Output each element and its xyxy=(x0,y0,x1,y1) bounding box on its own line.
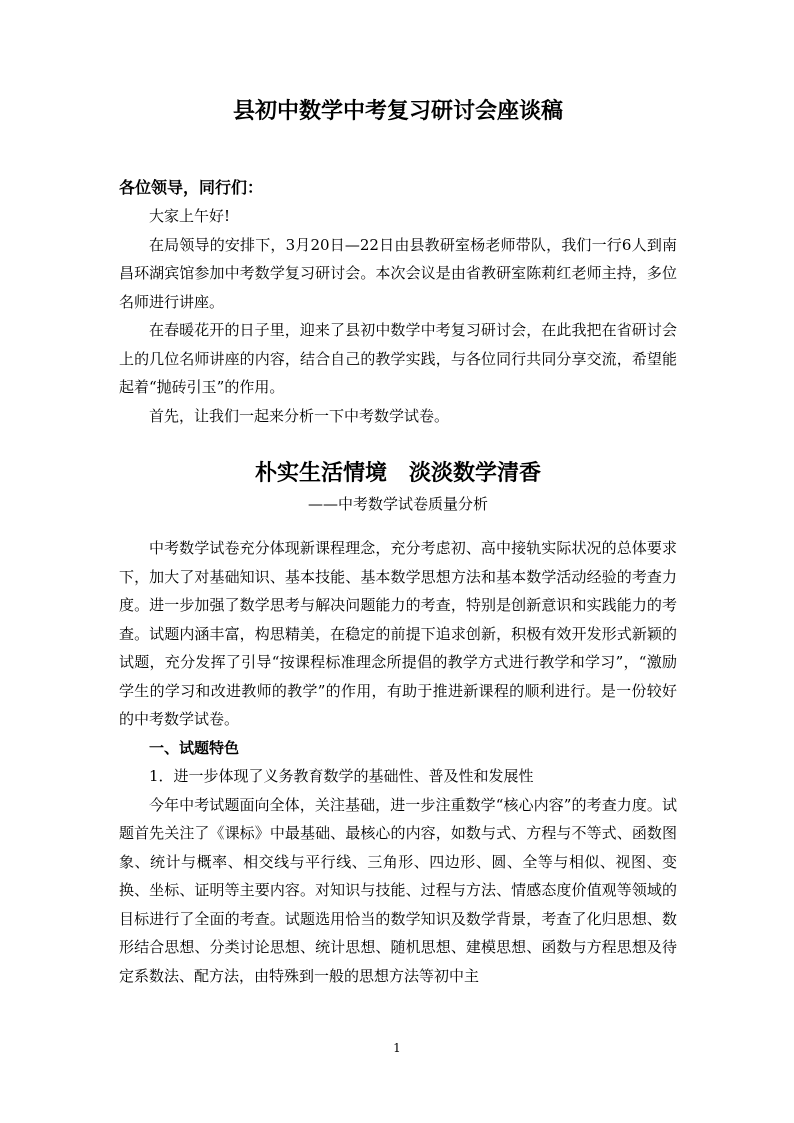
intro-paragraph-purpose: 在春暖花开的日子里，迎来了县初中数学中考复习研讨会，在此我把在省研讨会上的几位名师讲座的内容，结合自己的教学实践，与各位同行共同分享交流，希望能起着“抛砖引玉”的作用。 xyxy=(119,321,677,396)
intro-paragraph-arrangement: 在局领导的安排下，3月20日—22日由县教研室杨老师带队，我们一行6人到南昌环湖宾馆参加中考数学复习研讨会。本次会议是由省教研室陈莉红老师主持，多位名师进行讲座。 xyxy=(119,235,677,311)
intro-paragraph-greeting: 大家上午好! xyxy=(149,207,231,225)
body-paragraph-core-content: 今年中考试题面向全体，关注基础，进一步注重数学“核心内容”的考查力度。试题首先关注了《课标》中最基础、最核心的内容，如数与式、方程与不等式、函数图象、统计与概率、相交线与平行线、三角形、四边形、圆、全等与相似、视图、变换、坐标、证明等主要内容。对知识与技能、过程与方法、情感态度价值观等领域的目标进行了全面的考查。试题选用恰当的数学知识及数学背景，考查了化归思想、数形结合思想、分类讨论思想、统计思想、随机思想、建模思想、函数与方程思想及待定系数法、配方法，由特殊到一般的思想方法等初中主 xyxy=(119,795,677,985)
body-paragraph-overview: 中考数学试卷充分体现新课程理念，充分考虑初、高中接轨实际状况的总体要求下，加大了对基础知识、基本技能、基本数学思想方法和基本数学活动经验的考查力度。进一步加强了数学思考与解决问题能力的考查，特别是创新意识和实践能力的考查。试题内涵丰富，构思精美，在稳定的前提下追求创新，积极有效开发形式新颖的试题，充分发挥了引导“按课程标准理念所提倡的教学方式进行教学和学习”，“激励学生的学习和改进教师的教学”的作用，有助于推进新课程的顺利进行。是一份较好的中考数学试卷。 xyxy=(119,539,677,728)
intro-paragraph-transition: 首先，让我们一起来分析一下中考数学试卷。 xyxy=(149,406,450,425)
page-content xyxy=(119,94,677,990)
document-title: 县初中数学中考复习研讨会座谈稿 xyxy=(232,99,563,124)
section-title: 朴实生活情境 淡淡数学清香 xyxy=(254,461,541,486)
subheading-basics: 1．进一步体现了义务教育数学的基础性、普及性和发展性 xyxy=(149,767,534,785)
heading-features: 一、试题特色 xyxy=(149,738,240,757)
section-subtitle: ——中考数学试卷质量分析 xyxy=(307,495,488,513)
salutation: 各位领导，同行们： xyxy=(119,178,264,197)
page-number: 1 xyxy=(393,1041,401,1055)
